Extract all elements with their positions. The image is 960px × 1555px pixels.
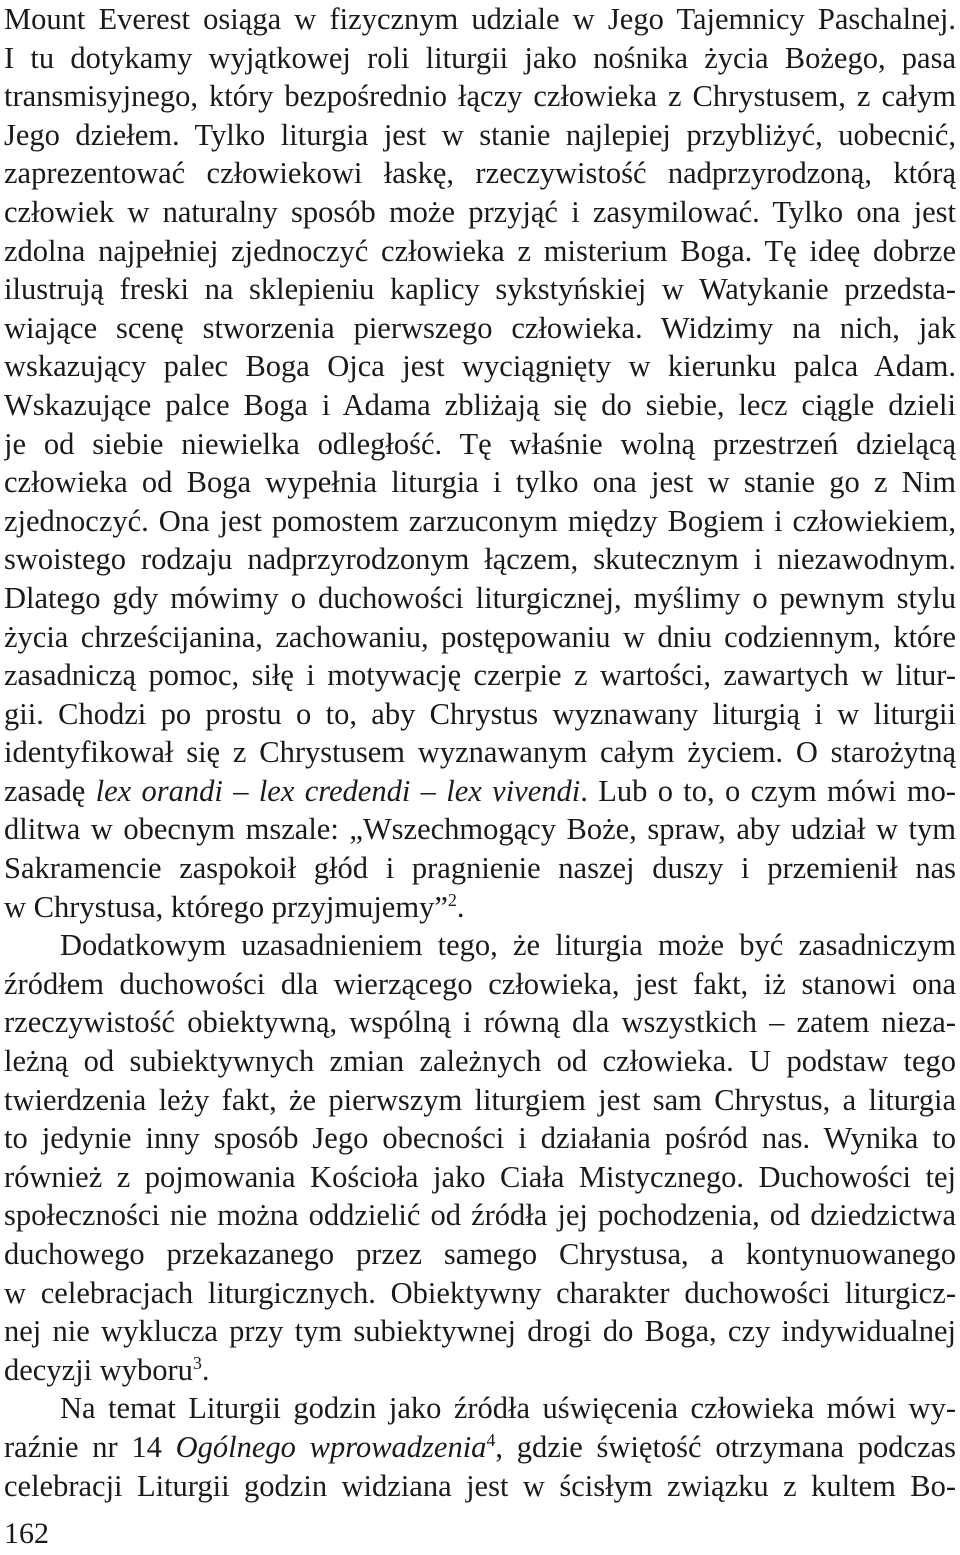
text-line: transmisyjnego, który bezpośrednio łączy człowieka z Chrystusem, z całym: [4, 79, 956, 114]
italic-title: Ogólnego wprowadzenia: [175, 1429, 487, 1464]
text-line: zasadniczą pomoc, siłę i motywację czerpie z wartości, zawartych w litur-: [4, 658, 956, 693]
text-run: zasadę: [4, 773, 96, 808]
text-line: Wskazujące palce Boga i Adama zbliżają się do siebie, lecz ciągle dzieli: [4, 387, 956, 422]
body-text: [4, 0, 956, 1505]
footnote-ref: 4: [486, 1429, 496, 1450]
text-line: to jedynie inny sposób Jego obecności i działania pośród nas. Wynika to: [4, 1121, 956, 1156]
text-line: rzeczywistość obiektywną, wspólną i równą dla wszystkich – zatem nieza-: [4, 1005, 956, 1040]
paragraph: [4, 1389, 956, 1505]
page-number: 162: [4, 1517, 49, 1550]
text-line: Sakramencie zaspokoił głód i pragnienie naszej duszy i przemienił nas: [4, 851, 956, 886]
text-line: leżną od subiektywnych zmian zależnych od człowieka. U podstaw tego: [4, 1044, 956, 1079]
text-run: decyzji wyboru: [4, 1352, 193, 1387]
text-line: swoistego rodzaju nadprzyrodzonym łączem, skutecznym i niezawodnym.: [4, 542, 956, 577]
text-line: Mount Everest osiąga w fizycznym udziale w Jego Tajemnicy Paschalnej.: [4, 2, 956, 36]
text-run: .: [456, 889, 465, 924]
text-line: [4, 888, 956, 927]
text-line: I tu dotykamy wyjątkowej roli liturgii jako nośnika życia Bożego, pasa: [4, 40, 956, 75]
text-line: wskazujący palec Boga Ojca jest wyciągnięty w kierunku palca Adam.: [4, 349, 956, 384]
text-line: duchowego przekazanego przez samego Chrystusa, a kontynuowanego: [4, 1237, 956, 1271]
text-line: człowieka od Boga wypełnia liturgia i tylko ona jest w stanie go z Nim: [4, 465, 956, 500]
text-line: zdolna najpełniej zjednoczyć człowieka z misterium Boga. Tę ideę dobrze: [4, 233, 956, 268]
text-line: gii. Chodzi po prostu o to, aby Chrystus wyznawany liturgią i w liturgii: [4, 696, 956, 731]
text-run: .: [201, 1352, 210, 1387]
footnote-ref: 3: [192, 1352, 202, 1373]
footnote-ref: 2: [447, 889, 457, 910]
text-line: [4, 772, 956, 811]
text-line: je od siebie niewielka odległość. Tę właśnie wolną przestrzeń dzielącą: [4, 426, 956, 461]
text-run: raźnie nr 14: [4, 1429, 176, 1464]
text-line: źródłem duchowości dla wierzącego człowieka, jest fakt, iż stanowi ona: [4, 966, 956, 1001]
text-line: identyfikował się z Chrystusem wyznawanym całym życiem. O starożytną: [4, 735, 956, 770]
text-line: zjednoczyć. Ona jest pomostem zarzuconym między Bogiem i człowiekiem,: [4, 503, 956, 538]
text-line: społeczności nie można oddzielić od źródła jej pochodzenia, od dziedzictwa: [4, 1198, 956, 1233]
text-line: zaprezentować człowiekowi łaskę, rzeczywistość nadprzyrodzoną, którą: [4, 156, 956, 191]
text-line: człowiek w naturalny sposób może przyjąć i zasymilować. Tylko ona jest: [4, 194, 956, 229]
text-line: dlitwa w obecnym mszale: „Wszechmogący Boże, spraw, aby udział w tym: [4, 812, 956, 847]
text-line: [4, 1351, 956, 1390]
paragraph: [4, 0, 956, 926]
text-run: , gdzie świętość otrzymana podczas: [495, 1429, 956, 1464]
text-line: nej nie wyklucza przy tym subiektywnej drogi do Boga, czy indywidualnej: [4, 1314, 956, 1349]
italic-phrase: lex orandi – lex credendi – lex vivendi: [95, 773, 581, 808]
text-line: twierdzenia leży fakt, że pierwszym liturgiem jest sam Chrystus, a liturgia: [4, 1082, 956, 1117]
text-line: życia chrześcijanina, zachowaniu, postępowaniu w dniu codziennym, które: [4, 619, 956, 654]
text-line: również z pojmowania Kościoła jako Ciała Mistycznego. Duchowości tej: [4, 1159, 956, 1194]
text-line: Na temat Liturgii godzin jako źródła uświęcenia człowieka mówi wy-: [60, 1391, 956, 1426]
text-line: Dodatkowym uzasadnieniem tego, że liturgia może być zasadniczym: [60, 928, 956, 963]
text-run: w Chrystusa, którego przyjmujemy”: [4, 889, 448, 924]
text-line: [4, 1428, 956, 1467]
text-line: wiające scenę stworzenia pierwszego człowieka. Widzimy na nich, jak: [4, 310, 956, 345]
paragraph: [4, 926, 956, 1389]
text-run: . Lub o to, o czym mówi mo-: [580, 773, 956, 808]
text-line: ilustrują freski na sklepieniu kaplicy sykstyńskiej w Watykanie przedsta-: [4, 272, 956, 307]
text-line: celebracji Liturgii godzin widziana jest w ścisłym związku z kultem Bo-: [4, 1468, 956, 1503]
text-line: Dlatego gdy mówimy o duchowości liturgicznej, myślimy o pewnym stylu: [4, 580, 956, 615]
text-line: w celebracjach liturgicznych. Obiektywny charakter duchowości liturgicz-: [4, 1275, 956, 1310]
text-line: Jego dziełem. Tylko liturgia jest w stanie najlepiej przybliżyć, uobecnić,: [4, 117, 956, 152]
